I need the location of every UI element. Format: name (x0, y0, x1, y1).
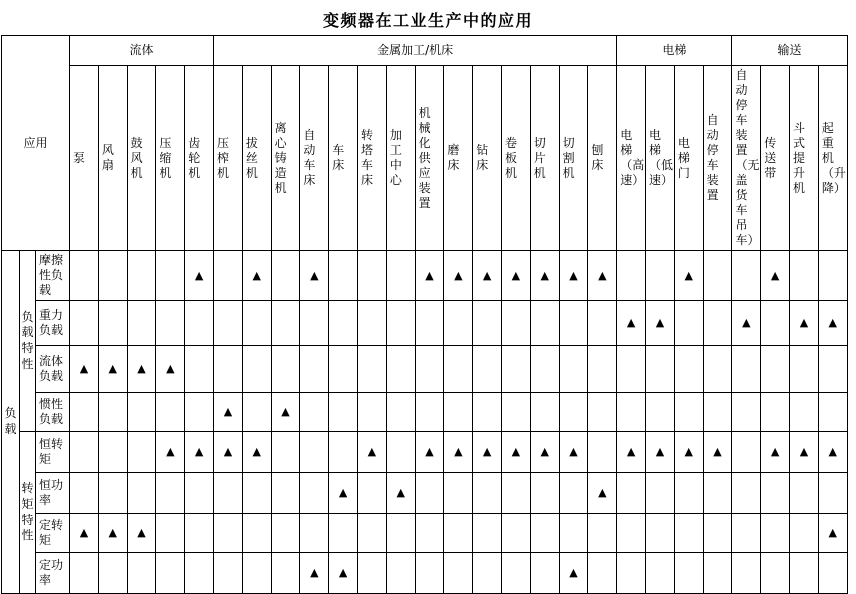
mark-cell: ▲ (703, 432, 732, 473)
empty-cell (502, 393, 531, 432)
mark-cell: ▲ (127, 346, 156, 393)
mark-cell: ▲ (473, 251, 502, 301)
empty-cell (98, 553, 127, 594)
column-header-22: 电梯门 (674, 66, 703, 251)
empty-cell (617, 473, 646, 514)
empty-cell (214, 301, 243, 346)
empty-cell (761, 393, 790, 432)
mark-cell: ▲ (214, 432, 243, 473)
empty-cell (358, 473, 387, 514)
empty-cell (790, 473, 819, 514)
column-header-20: 电梯（高速） (617, 66, 646, 251)
empty-cell (732, 251, 761, 301)
column-group-header-2: 金属加工/机床 (214, 36, 617, 66)
empty-cell (473, 553, 502, 594)
mark-cell: ▲ (818, 514, 847, 553)
empty-cell (70, 393, 99, 432)
empty-cell (358, 553, 387, 594)
empty-cell (214, 473, 243, 514)
mark-cell: ▲ (444, 432, 473, 473)
column-header-2: 风扇 (98, 66, 127, 251)
empty-cell (242, 473, 271, 514)
empty-cell (185, 473, 214, 514)
empty-cell (156, 514, 185, 553)
mark-cell: ▲ (98, 346, 127, 393)
empty-cell (358, 514, 387, 553)
empty-cell (703, 473, 732, 514)
empty-cell (761, 301, 790, 346)
empty-cell (214, 553, 243, 594)
empty-cell (271, 553, 300, 594)
empty-cell (271, 301, 300, 346)
empty-cell (386, 514, 415, 553)
mark-cell: ▲ (646, 432, 675, 473)
empty-cell (415, 553, 444, 594)
mark-cell: ▲ (502, 251, 531, 301)
empty-cell (415, 393, 444, 432)
empty-cell (415, 514, 444, 553)
row-label-5: 恒转矩 (36, 432, 70, 473)
mark-cell: ▲ (70, 346, 99, 393)
empty-cell (559, 473, 588, 514)
empty-cell (530, 473, 559, 514)
empty-cell (70, 473, 99, 514)
mark-cell: ▲ (127, 514, 156, 553)
empty-cell (530, 346, 559, 393)
column-header-25: 传送带 (761, 66, 790, 251)
empty-cell (818, 553, 847, 594)
empty-cell (761, 514, 790, 553)
empty-cell (127, 393, 156, 432)
mark-cell: ▲ (415, 251, 444, 301)
empty-cell (127, 301, 156, 346)
page-title: 变频器在工业生产中的应用 (322, 11, 533, 30)
mark-cell: ▲ (761, 251, 790, 301)
column-header-9: 自动车床 (300, 66, 329, 251)
empty-cell (646, 473, 675, 514)
empty-cell (646, 514, 675, 553)
mark-cell: ▲ (588, 473, 617, 514)
mark-cell: ▲ (98, 514, 127, 553)
empty-cell (559, 346, 588, 393)
empty-cell (271, 514, 300, 553)
column-header-18: 切割机 (559, 66, 588, 251)
column-header-10: 车床 (329, 66, 358, 251)
empty-cell (444, 393, 473, 432)
empty-cell (271, 251, 300, 301)
row-group-label-1: 负载特性 (20, 251, 36, 432)
column-group-header-4: 输送 (732, 36, 847, 66)
corner-cell-application: 应用 (2, 36, 70, 251)
empty-cell (790, 553, 819, 594)
mark-cell: ▲ (646, 301, 675, 346)
empty-cell (156, 251, 185, 301)
column-header-19: 刨床 (588, 66, 617, 251)
empty-cell (242, 346, 271, 393)
column-header-12: 加工中心 (386, 66, 415, 251)
empty-cell (415, 301, 444, 346)
mark-cell: ▲ (358, 432, 387, 473)
empty-cell (818, 346, 847, 393)
column-header-14: 磨床 (444, 66, 473, 251)
empty-cell (156, 553, 185, 594)
empty-cell (98, 432, 127, 473)
empty-cell (473, 514, 502, 553)
empty-cell (732, 346, 761, 393)
empty-cell (444, 514, 473, 553)
empty-cell (732, 393, 761, 432)
empty-cell (386, 346, 415, 393)
empty-cell (761, 346, 790, 393)
empty-cell (242, 393, 271, 432)
mark-cell: ▲ (674, 432, 703, 473)
empty-cell (502, 473, 531, 514)
mark-cell: ▲ (415, 432, 444, 473)
empty-cell (617, 393, 646, 432)
empty-cell (588, 346, 617, 393)
empty-cell (242, 301, 271, 346)
mark-cell: ▲ (502, 432, 531, 473)
row-label-1: 摩擦性负载 (36, 251, 70, 301)
mark-cell: ▲ (300, 251, 329, 301)
empty-cell (588, 301, 617, 346)
empty-cell (70, 553, 99, 594)
empty-cell (98, 251, 127, 301)
column-header-15: 钻床 (473, 66, 502, 251)
mark-cell: ▲ (329, 473, 358, 514)
empty-cell (156, 473, 185, 514)
empty-cell (617, 251, 646, 301)
mark-cell: ▲ (732, 301, 761, 346)
empty-cell (703, 393, 732, 432)
empty-cell (502, 346, 531, 393)
empty-cell (703, 301, 732, 346)
mark-cell: ▲ (790, 432, 819, 473)
mark-cell: ▲ (329, 553, 358, 594)
empty-cell (646, 251, 675, 301)
empty-cell (300, 514, 329, 553)
empty-cell (70, 432, 99, 473)
empty-cell (358, 393, 387, 432)
empty-cell (790, 251, 819, 301)
mark-cell: ▲ (70, 514, 99, 553)
empty-cell (329, 432, 358, 473)
empty-cell (588, 393, 617, 432)
row-label-7: 定转矩 (36, 514, 70, 553)
mark-cell: ▲ (559, 553, 588, 594)
empty-cell (502, 301, 531, 346)
empty-cell (473, 346, 502, 393)
empty-cell (674, 301, 703, 346)
empty-cell (329, 393, 358, 432)
empty-cell (674, 346, 703, 393)
empty-cell (358, 301, 387, 346)
empty-cell (761, 473, 790, 514)
empty-cell (329, 301, 358, 346)
mark-cell: ▲ (156, 432, 185, 473)
empty-cell (300, 473, 329, 514)
empty-cell (300, 393, 329, 432)
column-header-17: 切片机 (530, 66, 559, 251)
empty-cell (185, 553, 214, 594)
row-label-2: 重力负载 (36, 301, 70, 346)
mark-cell: ▲ (185, 251, 214, 301)
empty-cell (214, 514, 243, 553)
empty-cell (127, 553, 156, 594)
empty-cell (617, 514, 646, 553)
empty-cell (444, 301, 473, 346)
empty-cell (127, 473, 156, 514)
empty-cell (386, 553, 415, 594)
empty-cell (646, 553, 675, 594)
empty-cell (530, 514, 559, 553)
column-header-4: 压缩机 (156, 66, 185, 251)
mark-cell: ▲ (271, 393, 300, 432)
empty-cell (300, 301, 329, 346)
column-header-24: 自动停车装置（无盖货车吊车） (732, 66, 761, 251)
empty-cell (185, 393, 214, 432)
empty-cell (703, 346, 732, 393)
empty-cell (98, 393, 127, 432)
empty-cell (559, 301, 588, 346)
empty-cell (473, 473, 502, 514)
row-group-label-2: 转矩特性 (20, 432, 36, 594)
empty-cell (530, 393, 559, 432)
empty-cell (790, 393, 819, 432)
mark-cell: ▲ (242, 432, 271, 473)
empty-cell (98, 301, 127, 346)
empty-cell (386, 301, 415, 346)
empty-cell (329, 251, 358, 301)
mark-cell: ▲ (761, 432, 790, 473)
column-group-header-1: 流体 (70, 36, 214, 66)
mark-cell: ▲ (185, 432, 214, 473)
column-header-3: 鼓风机 (127, 66, 156, 251)
empty-cell (329, 514, 358, 553)
column-header-16: 卷板机 (502, 66, 531, 251)
mark-cell: ▲ (444, 251, 473, 301)
mark-cell: ▲ (818, 432, 847, 473)
empty-cell (185, 514, 214, 553)
empty-cell (790, 514, 819, 553)
empty-cell (386, 393, 415, 432)
empty-cell (386, 251, 415, 301)
empty-cell (242, 553, 271, 594)
mark-cell: ▲ (473, 432, 502, 473)
empty-cell (214, 346, 243, 393)
empty-cell (732, 514, 761, 553)
empty-cell (70, 301, 99, 346)
empty-cell (473, 393, 502, 432)
empty-cell (444, 553, 473, 594)
empty-cell (530, 301, 559, 346)
mark-cell: ▲ (559, 251, 588, 301)
empty-cell (790, 346, 819, 393)
empty-cell (818, 393, 847, 432)
application-table (1, 35, 848, 594)
mark-cell: ▲ (588, 251, 617, 301)
column-header-8: 离心铸造机 (271, 66, 300, 251)
empty-cell (185, 301, 214, 346)
empty-cell (242, 514, 271, 553)
empty-cell (271, 432, 300, 473)
mark-cell: ▲ (530, 432, 559, 473)
column-header-1: 泵 (70, 66, 99, 251)
empty-cell (674, 473, 703, 514)
empty-cell (588, 514, 617, 553)
column-header-26: 斗式提升机 (790, 66, 819, 251)
empty-cell (530, 553, 559, 594)
mark-cell: ▲ (790, 301, 819, 346)
empty-cell (415, 346, 444, 393)
empty-cell (127, 432, 156, 473)
empty-cell (588, 432, 617, 473)
column-header-21: 电梯（低速） (646, 66, 675, 251)
mark-cell: ▲ (530, 251, 559, 301)
empty-cell (502, 514, 531, 553)
empty-cell (674, 553, 703, 594)
column-header-5: 齿轮机 (185, 66, 214, 251)
empty-cell (818, 251, 847, 301)
empty-cell (732, 432, 761, 473)
empty-cell (444, 473, 473, 514)
empty-cell (70, 251, 99, 301)
row-label-3: 流体负载 (36, 346, 70, 393)
mark-cell: ▲ (156, 346, 185, 393)
mark-cell: ▲ (214, 393, 243, 432)
empty-cell (588, 553, 617, 594)
column-group-header-3: 电梯 (617, 36, 732, 66)
empty-cell (559, 393, 588, 432)
column-header-23: 自动停车装置 (703, 66, 732, 251)
mark-cell: ▲ (386, 473, 415, 514)
column-header-27: 起重机（升降） (818, 66, 847, 251)
column-header-6: 压榨机 (214, 66, 243, 251)
empty-cell (156, 393, 185, 432)
empty-cell (818, 473, 847, 514)
empty-cell (502, 553, 531, 594)
empty-cell (156, 301, 185, 346)
row-label-8: 定功率 (36, 553, 70, 594)
empty-cell (617, 346, 646, 393)
empty-cell (415, 473, 444, 514)
empty-cell (300, 346, 329, 393)
empty-cell (703, 251, 732, 301)
row-label-6: 恒功率 (36, 473, 70, 514)
empty-cell (473, 301, 502, 346)
empty-cell (674, 514, 703, 553)
column-header-7: 拔丝机 (242, 66, 271, 251)
empty-cell (559, 514, 588, 553)
mark-cell: ▲ (617, 301, 646, 346)
empty-cell (674, 393, 703, 432)
empty-cell (271, 473, 300, 514)
empty-cell (617, 553, 646, 594)
empty-cell (732, 473, 761, 514)
empty-cell (646, 393, 675, 432)
mark-cell: ▲ (300, 553, 329, 594)
row-label-4: 惯性负载 (36, 393, 70, 432)
row-axis-label: 负载 (2, 251, 20, 594)
empty-cell (214, 251, 243, 301)
empty-cell (703, 514, 732, 553)
empty-cell (300, 432, 329, 473)
mark-cell: ▲ (617, 432, 646, 473)
empty-cell (703, 553, 732, 594)
empty-cell (386, 432, 415, 473)
empty-cell (761, 553, 790, 594)
mark-cell: ▲ (242, 251, 271, 301)
column-header-11: 转塔车床 (358, 66, 387, 251)
empty-cell (444, 346, 473, 393)
column-header-13: 机械化供应装置 (415, 66, 444, 251)
empty-cell (98, 473, 127, 514)
empty-cell (329, 346, 358, 393)
mark-cell: ▲ (559, 432, 588, 473)
mark-cell: ▲ (674, 251, 703, 301)
empty-cell (358, 346, 387, 393)
empty-cell (127, 251, 156, 301)
empty-cell (646, 346, 675, 393)
empty-cell (185, 346, 214, 393)
empty-cell (358, 251, 387, 301)
empty-cell (732, 553, 761, 594)
empty-cell (271, 346, 300, 393)
mark-cell: ▲ (818, 301, 847, 346)
